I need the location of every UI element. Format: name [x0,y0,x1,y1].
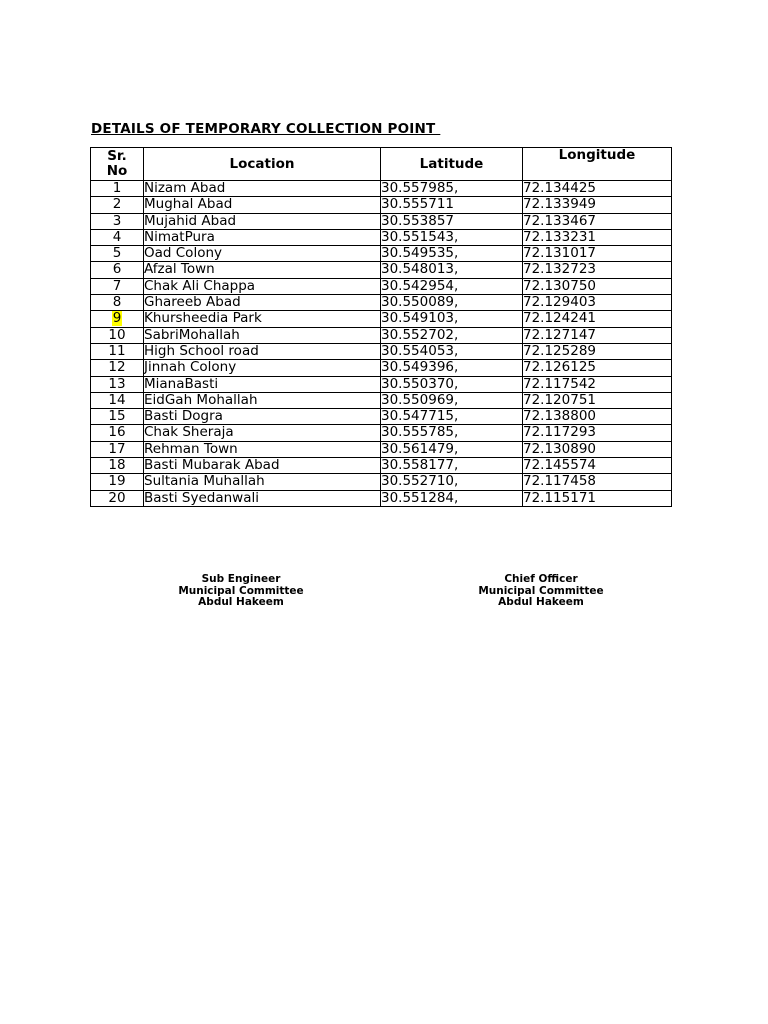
cell-serial-number [91,311,144,327]
cell-latitude: 30.550370, [381,376,523,392]
header-location: Location [144,148,381,181]
cell-location: Sultania Muhallah [144,474,381,490]
table-row [91,458,672,474]
table-row [91,327,672,343]
table-row [91,441,672,457]
header-sr-line1: Sr. [107,148,127,164]
cell-location: Mughal Abad [144,197,381,213]
cell-longitude: 72.117458 [523,474,672,490]
serial-number-text: 1 [112,180,122,196]
cell-latitude: 30.555711 [381,197,523,213]
cell-latitude: 30.549396, [381,360,523,376]
cell-location: EidGah Mohallah [144,392,381,408]
cell-latitude: 30.548013, [381,262,523,278]
cell-longitude: 72.132723 [523,262,672,278]
collection-points-table [90,147,672,507]
cell-serial-number [91,213,144,229]
cell-serial-number [91,343,144,359]
header-sr-line2: No [106,163,128,179]
cell-latitude: 30.561479, [381,441,523,457]
cell-serial-number [91,409,144,425]
cell-serial-number [91,360,144,376]
table-row [91,278,672,294]
table-body [91,181,672,507]
cell-location: Khursheedia Park [144,311,381,327]
serial-number-text: 13 [108,376,126,392]
table-row [91,295,672,311]
cell-location: Basti Mubarak Abad [144,458,381,474]
signature-block-sub-engineer [131,574,351,609]
cell-latitude: 30.551284, [381,490,523,506]
table-row [91,474,672,490]
cell-latitude: 30.557985, [381,181,523,197]
signature-block-chief-officer [431,574,651,609]
serial-number-text: 18 [108,457,126,474]
cell-serial-number [91,181,144,197]
table-row [91,213,672,229]
cell-latitude: 30.551543, [381,229,523,245]
cell-longitude: 72.126125 [523,360,672,376]
cell-location: Rehman Town [144,441,381,457]
serial-number-text: 14 [108,392,126,408]
serial-number-text: 8 [112,294,122,311]
signature-office: Municipal Committee [478,584,604,597]
cell-longitude: 72.145574 [523,458,672,474]
serial-number-text: 4 [112,229,122,245]
cell-longitude: 72.117542 [523,376,672,392]
cell-location: Chak Ali Chappa [144,278,381,294]
cell-longitude: 72.138800 [523,409,672,425]
cell-longitude: 72.124241 [523,311,672,327]
cell-latitude: 30.554053, [381,343,523,359]
cell-serial-number [91,425,144,441]
cell-serial-number [91,246,144,262]
cell-serial-number [91,376,144,392]
cell-latitude: 30.558177, [381,458,523,474]
cell-location: NimatPura [144,229,381,245]
table-row [91,392,672,408]
serial-number-text: 6 [112,261,122,278]
cell-latitude: 30.550089, [381,295,523,311]
cell-latitude: 30.553857 [381,213,523,229]
document-title: DETAILS OF TEMPORARY COLLECTION POINT [91,121,441,137]
signature-designation: Chief Officer [504,573,578,585]
cell-location: MianaBasti [144,376,381,392]
cell-location: Afzal Town [144,262,381,278]
cell-longitude: 72.134425 [523,181,672,197]
cell-longitude: 72.120751 [523,392,672,408]
table-row [91,246,672,262]
serial-number-text: 12 [108,359,126,376]
table-row [91,425,672,441]
cell-location: Basti Dogra [144,409,381,425]
cell-longitude: 72.129403 [523,295,672,311]
cell-serial-number [91,278,144,294]
cell-latitude: 30.549103, [381,311,523,327]
cell-longitude: 72.133467 [523,213,672,229]
header-serial-number [91,148,144,181]
cell-serial-number [91,262,144,278]
cell-serial-number [91,458,144,474]
serial-number-text: 7 [112,278,122,294]
table-row [91,229,672,245]
serial-number-text: 19 [108,473,126,490]
cell-location: Nizam Abad [144,181,381,197]
serial-number-text: 11 [108,343,126,359]
cell-longitude: 72.131017 [523,246,672,262]
cell-serial-number [91,229,144,245]
serial-number-text: 10 [108,327,126,343]
cell-latitude: 30.555785, [381,425,523,441]
cell-location: High School road [144,343,381,359]
cell-location: Mujahid Abad [144,213,381,229]
cell-longitude: 72.133231 [523,229,672,245]
serial-number-text: 15 [108,408,126,425]
cell-serial-number [91,441,144,457]
table-row [91,376,672,392]
cell-longitude: 72.130890 [523,441,672,457]
table-row [91,197,672,213]
cell-longitude: 72.125289 [523,343,672,359]
signature-place: Abdul Hakeem [198,596,284,609]
serial-number-text: 5 [112,245,122,262]
cell-location: Jinnah Colony [144,360,381,376]
cell-latitude: 30.552702, [381,327,523,343]
cell-latitude: 30.542954, [381,278,523,294]
cell-serial-number [91,295,144,311]
table-row [91,343,672,359]
signature-place: Abdul Hakeem [498,596,584,609]
cell-serial-number [91,474,144,490]
cell-serial-number [91,197,144,213]
cell-longitude: 72.117293 [523,425,672,441]
cell-latitude: 30.549535, [381,246,523,262]
cell-location: Chak Sheraja [144,425,381,441]
cell-serial-number [91,490,144,506]
header-latitude: Latitude [381,148,523,181]
cell-latitude: 30.547715, [381,409,523,425]
cell-serial-number [91,392,144,408]
table-row [91,181,672,197]
serial-number-text: 2 [112,196,122,213]
cell-location: Basti Syedanwali [144,490,381,506]
table-row [91,360,672,376]
header-longitude: Longitude [523,148,672,181]
cell-longitude: 72.133949 [523,197,672,213]
cell-longitude: 72.127147 [523,327,672,343]
table-row [91,490,672,506]
cell-location: Ghareeb Abad [144,295,381,311]
cell-latitude: 30.552710, [381,474,523,490]
signature-designation: Sub Engineer [201,573,281,585]
serial-number-text-highlighted: 9 [112,310,122,327]
table-header-row [91,148,672,181]
serial-number-text: 20 [108,490,126,506]
cell-location: Oad Colony [144,246,381,262]
table-row [91,311,672,327]
serial-number-text: 16 [108,424,126,441]
cell-serial-number [91,327,144,343]
table-row [91,409,672,425]
signature-office: Municipal Committee [178,584,304,597]
cell-longitude: 72.115171 [523,490,672,506]
table-row [91,262,672,278]
serial-number-text: 3 [112,213,122,229]
cell-longitude: 72.130750 [523,278,672,294]
cell-latitude: 30.550969, [381,392,523,408]
serial-number-text: 17 [108,441,126,457]
cell-location: SabriMohallah [144,327,381,343]
